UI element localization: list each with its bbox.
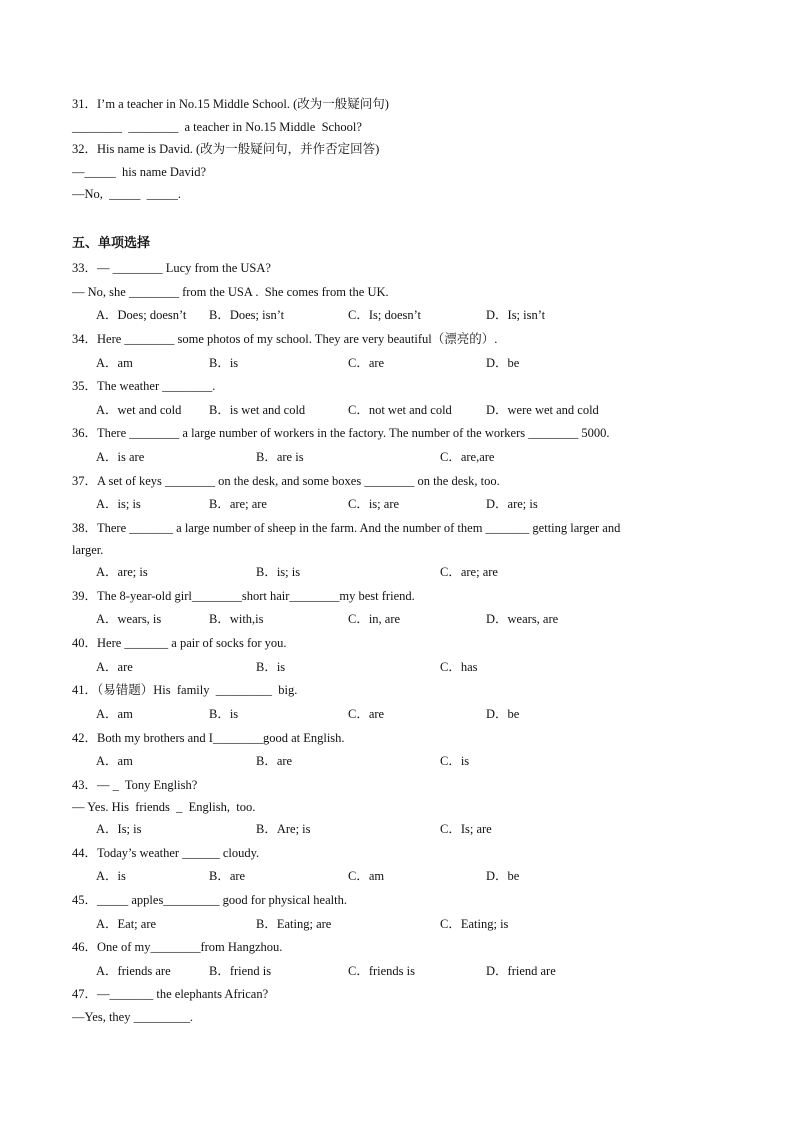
q36-stem: 36．There ________ a large number of workers in the factory. The number of the workers ________ 5000. — [72, 426, 610, 440]
section-title: 五、单项选择 — [72, 236, 151, 251]
q43-option-b: B．Are; is — [256, 822, 311, 836]
q41-option-a: A．am — [96, 707, 133, 721]
q39-option-c: C．in, are — [348, 612, 401, 626]
q35-option-c: C．not wet and cold — [348, 403, 452, 417]
q33-stem2: — No, she ________ from the USA . She comes from the UK. — [72, 285, 389, 299]
q38-stem2: larger. — [72, 543, 104, 557]
q32-prompt: 32．His name is David. (改为一般疑问句，并作否定回答) — [72, 142, 380, 156]
q31-answer-line: ________ ________ a teacher in No.15 Middle School? — [72, 120, 362, 134]
q42-option-b: B．are — [256, 754, 293, 768]
q46-option-a: A．friends are — [96, 964, 171, 978]
q39-option-a: A．wears, is — [96, 612, 162, 626]
q46-stem: 46．One of my________from Hangzhou. — [72, 940, 283, 954]
q43-stem1: 43．— _ Tony English? — [72, 778, 198, 792]
q38-option-a: A．are; is — [96, 565, 148, 579]
q45-stem: 45．_____ apples_________ good for physical health. — [72, 893, 347, 907]
q33-option-c: C．Is; doesn’t — [348, 308, 422, 322]
q35-option-b: B．is wet and cold — [209, 403, 306, 417]
q37-option-c: C．is; are — [348, 497, 400, 511]
q37-option-b: B．are; are — [209, 497, 267, 511]
q44-option-d: D．be — [486, 869, 520, 883]
q44-option-c: C．am — [348, 869, 385, 883]
q41-stem: 41．（易错题）His family _________ big. — [72, 683, 298, 697]
q44-option-a: A．is — [96, 869, 126, 883]
q35-option-d: D．were wet and cold — [486, 403, 599, 417]
q44-option-b: B．are — [209, 869, 246, 883]
q34-option-a: A．am — [96, 356, 133, 370]
q31-prompt: 31．I’m a teacher in No.15 Middle School. (改为一般疑问句) — [72, 97, 389, 111]
q35-option-a: A．wet and cold — [96, 403, 182, 417]
q38-option-c: C．are; are — [440, 565, 498, 579]
q33-option-b: B．Does; isn’t — [209, 308, 285, 322]
q38-option-b: B．is; is — [256, 565, 301, 579]
q33-stem1: 33．— ________ Lucy from the USA? — [72, 261, 271, 275]
q47-stem1: 47．—_______ the elephants African? — [72, 987, 269, 1001]
q45-option-a: A．Eat; are — [96, 917, 157, 931]
q40-stem: 40．Here _______ a pair of socks for you. — [72, 636, 287, 650]
q46-option-d: D．friend are — [486, 964, 556, 978]
q41-option-b: B．is — [209, 707, 239, 721]
q43-option-a: A．Is; is — [96, 822, 142, 836]
q32-line2: —No, _____ _____. — [72, 187, 182, 201]
q40-option-c: C．has — [440, 660, 478, 674]
q41-option-d: D．be — [486, 707, 520, 721]
q34-option-d: D．be — [486, 356, 520, 370]
q42-option-a: A．am — [96, 754, 133, 768]
q37-stem: 37．A set of keys ________ on the desk, and some boxes ________ on the desk, too. — [72, 474, 500, 488]
q44-stem: 44．Today’s weather ______ cloudy. — [72, 846, 260, 860]
q34-option-b: B．is — [209, 356, 239, 370]
q40-option-b: B．is — [256, 660, 286, 674]
q36-option-c: C．are,are — [440, 450, 495, 464]
q38-stem1: 38．There _______ a large number of sheep in the farm. And the number of them _______ getting larger and — [72, 521, 621, 535]
q34-option-c: C．are — [348, 356, 385, 370]
q34-stem: 34．Here ________ some photos of my school. They are very beautiful（漂亮的）. — [72, 332, 498, 346]
q45-option-b: B．Eating; are — [256, 917, 332, 931]
q42-stem: 42．Both my brothers and I________good at English. — [72, 731, 345, 745]
q43-option-c: C．Is; are — [440, 822, 492, 836]
q35-stem: 35．The weather ________. — [72, 379, 216, 393]
q47-stem2: —Yes, they _________. — [72, 1010, 193, 1024]
q36-option-a: A．is are — [96, 450, 145, 464]
q39-option-d: D．wears, are — [486, 612, 559, 626]
q46-option-c: C．friends is — [348, 964, 416, 978]
q37-option-d: D．are; is — [486, 497, 538, 511]
q39-stem: 39．The 8-year-old girl________short hair________my best friend. — [72, 589, 415, 603]
q43-stem2: — Yes. His friends _ English, too. — [72, 800, 256, 814]
q32-line1: —_____ his name David? — [72, 165, 207, 179]
q42-option-c: C．is — [440, 754, 470, 768]
q36-option-b: B．are is — [256, 450, 304, 464]
q33-option-a: A．Does; doesn’t — [96, 308, 187, 322]
q37-option-a: A．is; is — [96, 497, 141, 511]
q41-option-c: C．are — [348, 707, 385, 721]
q39-option-b: B．with,is — [209, 612, 264, 626]
q45-option-c: C．Eating; is — [440, 917, 509, 931]
q40-option-a: A．are — [96, 660, 133, 674]
q33-option-d: D．Is; isn’t — [486, 308, 546, 322]
q46-option-b: B．friend is — [209, 964, 272, 978]
